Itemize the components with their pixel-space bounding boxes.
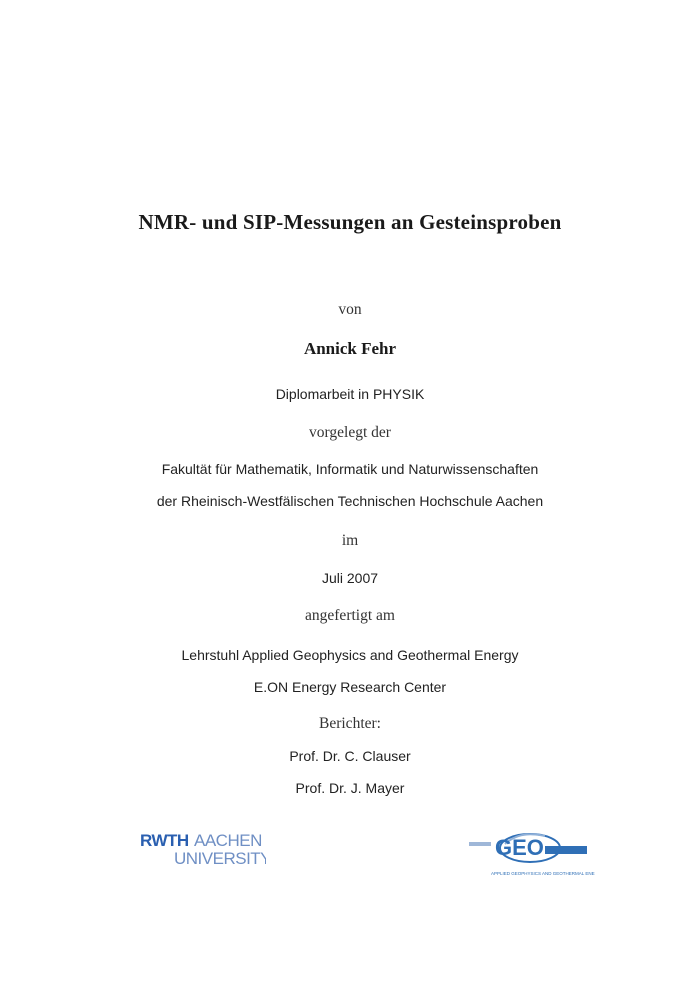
thesis-type: Diplomarbeit in PHYSIK [275,386,425,402]
submitted-to-label: vorgelegt der [309,424,391,441]
geo-institute-logo [465,822,595,882]
svg-text:RWTH: RWTH [140,831,189,850]
svg-text:APPLIED GEOPHYSICS AND GEOTHER: APPLIED GEOPHYSICS AND GEOTHERMAL ENERGY [491,871,595,876]
university-name: der Rheinisch-Westfälischen Technischen Hochschule Aachen [156,493,544,509]
svg-text:AACHEN: AACHEN [194,831,262,850]
referee-1: Prof. Dr. C. Clauser [289,748,411,764]
research-center: E.ON Energy Research Center [253,679,447,695]
svg-text:UNIVERSITY: UNIVERSITY [174,849,266,868]
author-name: Annick Fehr [303,339,397,358]
faculty-name: Fakultät für Mathematik, Informatik und Naturwissenschaften [161,461,539,477]
prepared-at-label: angefertigt am [305,607,395,624]
svg-text:GEO: GEO [495,835,544,860]
chair-name: Lehrstuhl Applied Geophysics and Geothermal Energy [181,647,519,663]
rwth-aachen-logo [140,830,266,870]
by-label: von [338,301,362,318]
referees-label: Berichter: [319,715,381,732]
thesis-title: NMR- und SIP-Messungen an Gesteinsproben [138,210,562,234]
in-label: im [341,532,359,549]
submission-date: Juli 2007 [321,570,379,586]
referee-2: Prof. Dr. J. Mayer [295,780,405,796]
